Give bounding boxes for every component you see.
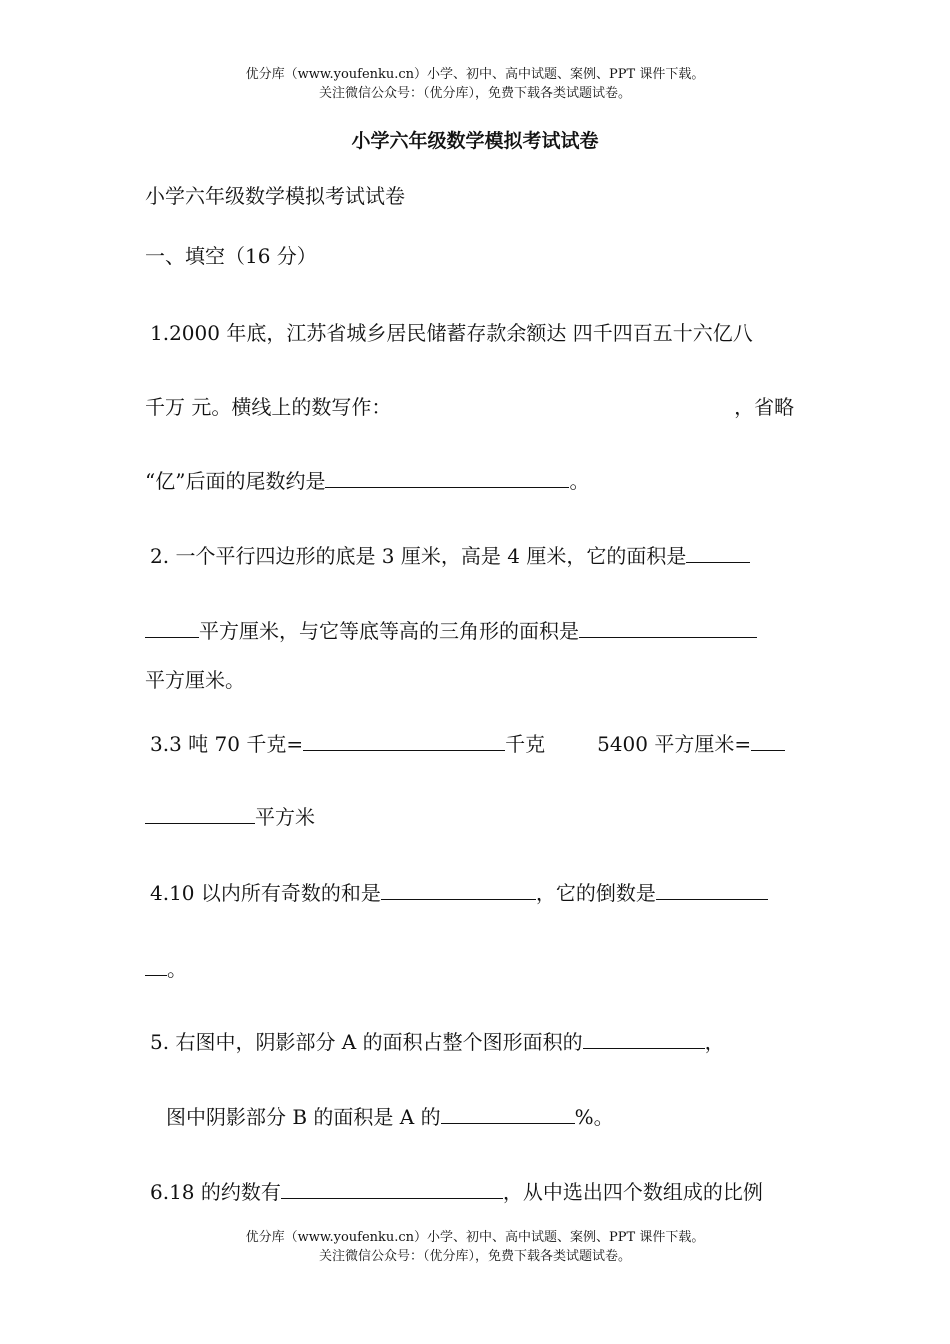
q4-blank-reciprocal-b[interactable] xyxy=(145,955,167,976)
q5-line-1 xyxy=(150,1028,725,1055)
q4-text-2: ，它的倒数是 xyxy=(535,881,656,905)
q2-blank-area-a[interactable] xyxy=(686,542,750,563)
q2-text-2: 平方厘米，与它等底等高的三角形的面积是 xyxy=(199,619,579,643)
subtitle: 小学六年级数学模拟考试试卷 xyxy=(145,184,405,208)
q2-blank-area-b[interactable] xyxy=(145,617,199,638)
q1-line-1: 1.2000 年底，江苏省城乡居民储蓄存款余额达 四千四百五十六亿八 xyxy=(150,321,753,345)
q1-text-3: “亿”后面的尾数约是 xyxy=(145,469,326,493)
q6-text-2: ，从中选出四个数组成的比例 xyxy=(502,1180,763,1204)
q2-line-2 xyxy=(145,617,757,644)
q1-blank-approx[interactable] xyxy=(325,467,569,488)
header-line-2: 关注微信公众号：（优分库），免费下载各类试题试卷。 xyxy=(318,86,631,101)
header-line-1: 优分库（www.youfenku.cn）小学、初中、高中试题、案例、PPT 课件下载。 xyxy=(245,67,705,82)
q1-line-3 xyxy=(145,467,589,494)
q1-line-2 xyxy=(145,394,794,420)
q5-text-3: 图中阴影部分 B 的面积是 A 的 xyxy=(166,1105,441,1129)
q2-line-3: 平方厘米。 xyxy=(145,668,245,692)
q3-text-2: 千克 xyxy=(505,732,546,756)
q2-blank-triangle[interactable] xyxy=(579,617,757,638)
q5-line-2 xyxy=(166,1103,614,1130)
q1-text: 千万 元。横线上的数写作： xyxy=(145,395,392,419)
q4-blank-reciprocal-a[interactable] xyxy=(656,879,768,900)
q2-text: 2. 一个平行四边形的底是 3 厘米，高是 4 厘米，它的面积是 xyxy=(150,544,687,568)
q1-text-4: 。 xyxy=(569,469,590,493)
q3-blank-m2-a[interactable] xyxy=(751,730,785,751)
page-title: 小学六年级数学模拟考试试卷 xyxy=(351,130,599,152)
q4-blank-sum[interactable] xyxy=(381,879,536,900)
q1-text-2: ，省略 xyxy=(734,395,795,419)
q4-line-1 xyxy=(150,879,768,906)
q2-line-1 xyxy=(150,542,750,569)
q4-text: 4.10 以内所有奇数的和是 xyxy=(150,881,381,905)
q3-blank-kg[interactable] xyxy=(303,730,505,751)
q6-blank-divisors[interactable] xyxy=(281,1178,503,1199)
q4-line-2 xyxy=(145,955,187,982)
footer-line-1: 优分库（www.youfenku.cn）小学、初中、高中试题、案例、PPT 课件下载。 xyxy=(245,1230,705,1245)
q3-text-3: 5400 平方厘米= xyxy=(597,732,752,756)
footer-line-2: 关注微信公众号：（优分库），免费下载各类试题试卷。 xyxy=(318,1249,631,1264)
q3-line-2 xyxy=(145,803,315,830)
q3-blank-m2-b[interactable] xyxy=(145,803,255,824)
q3-line-1 xyxy=(150,730,785,757)
q6-line-1 xyxy=(150,1178,763,1205)
q5-blank-fraction[interactable] xyxy=(583,1028,705,1049)
q5-text-2: ， xyxy=(704,1030,725,1054)
q3-text-4: 平方米 xyxy=(255,805,315,829)
q5-blank-percent[interactable] xyxy=(441,1103,575,1124)
q5-text: 5. 右图中，阴影部分 A 的面积占整个图形面积的 xyxy=(150,1030,583,1054)
section-heading: 一、填空（16 分） xyxy=(145,244,317,268)
q3-text: 3.3 吨 70 千克= xyxy=(150,732,304,756)
q5-text-4: %。 xyxy=(574,1105,614,1129)
q6-text: 6.18 的约数有 xyxy=(150,1180,281,1204)
q4-text-3: 。 xyxy=(167,957,187,981)
